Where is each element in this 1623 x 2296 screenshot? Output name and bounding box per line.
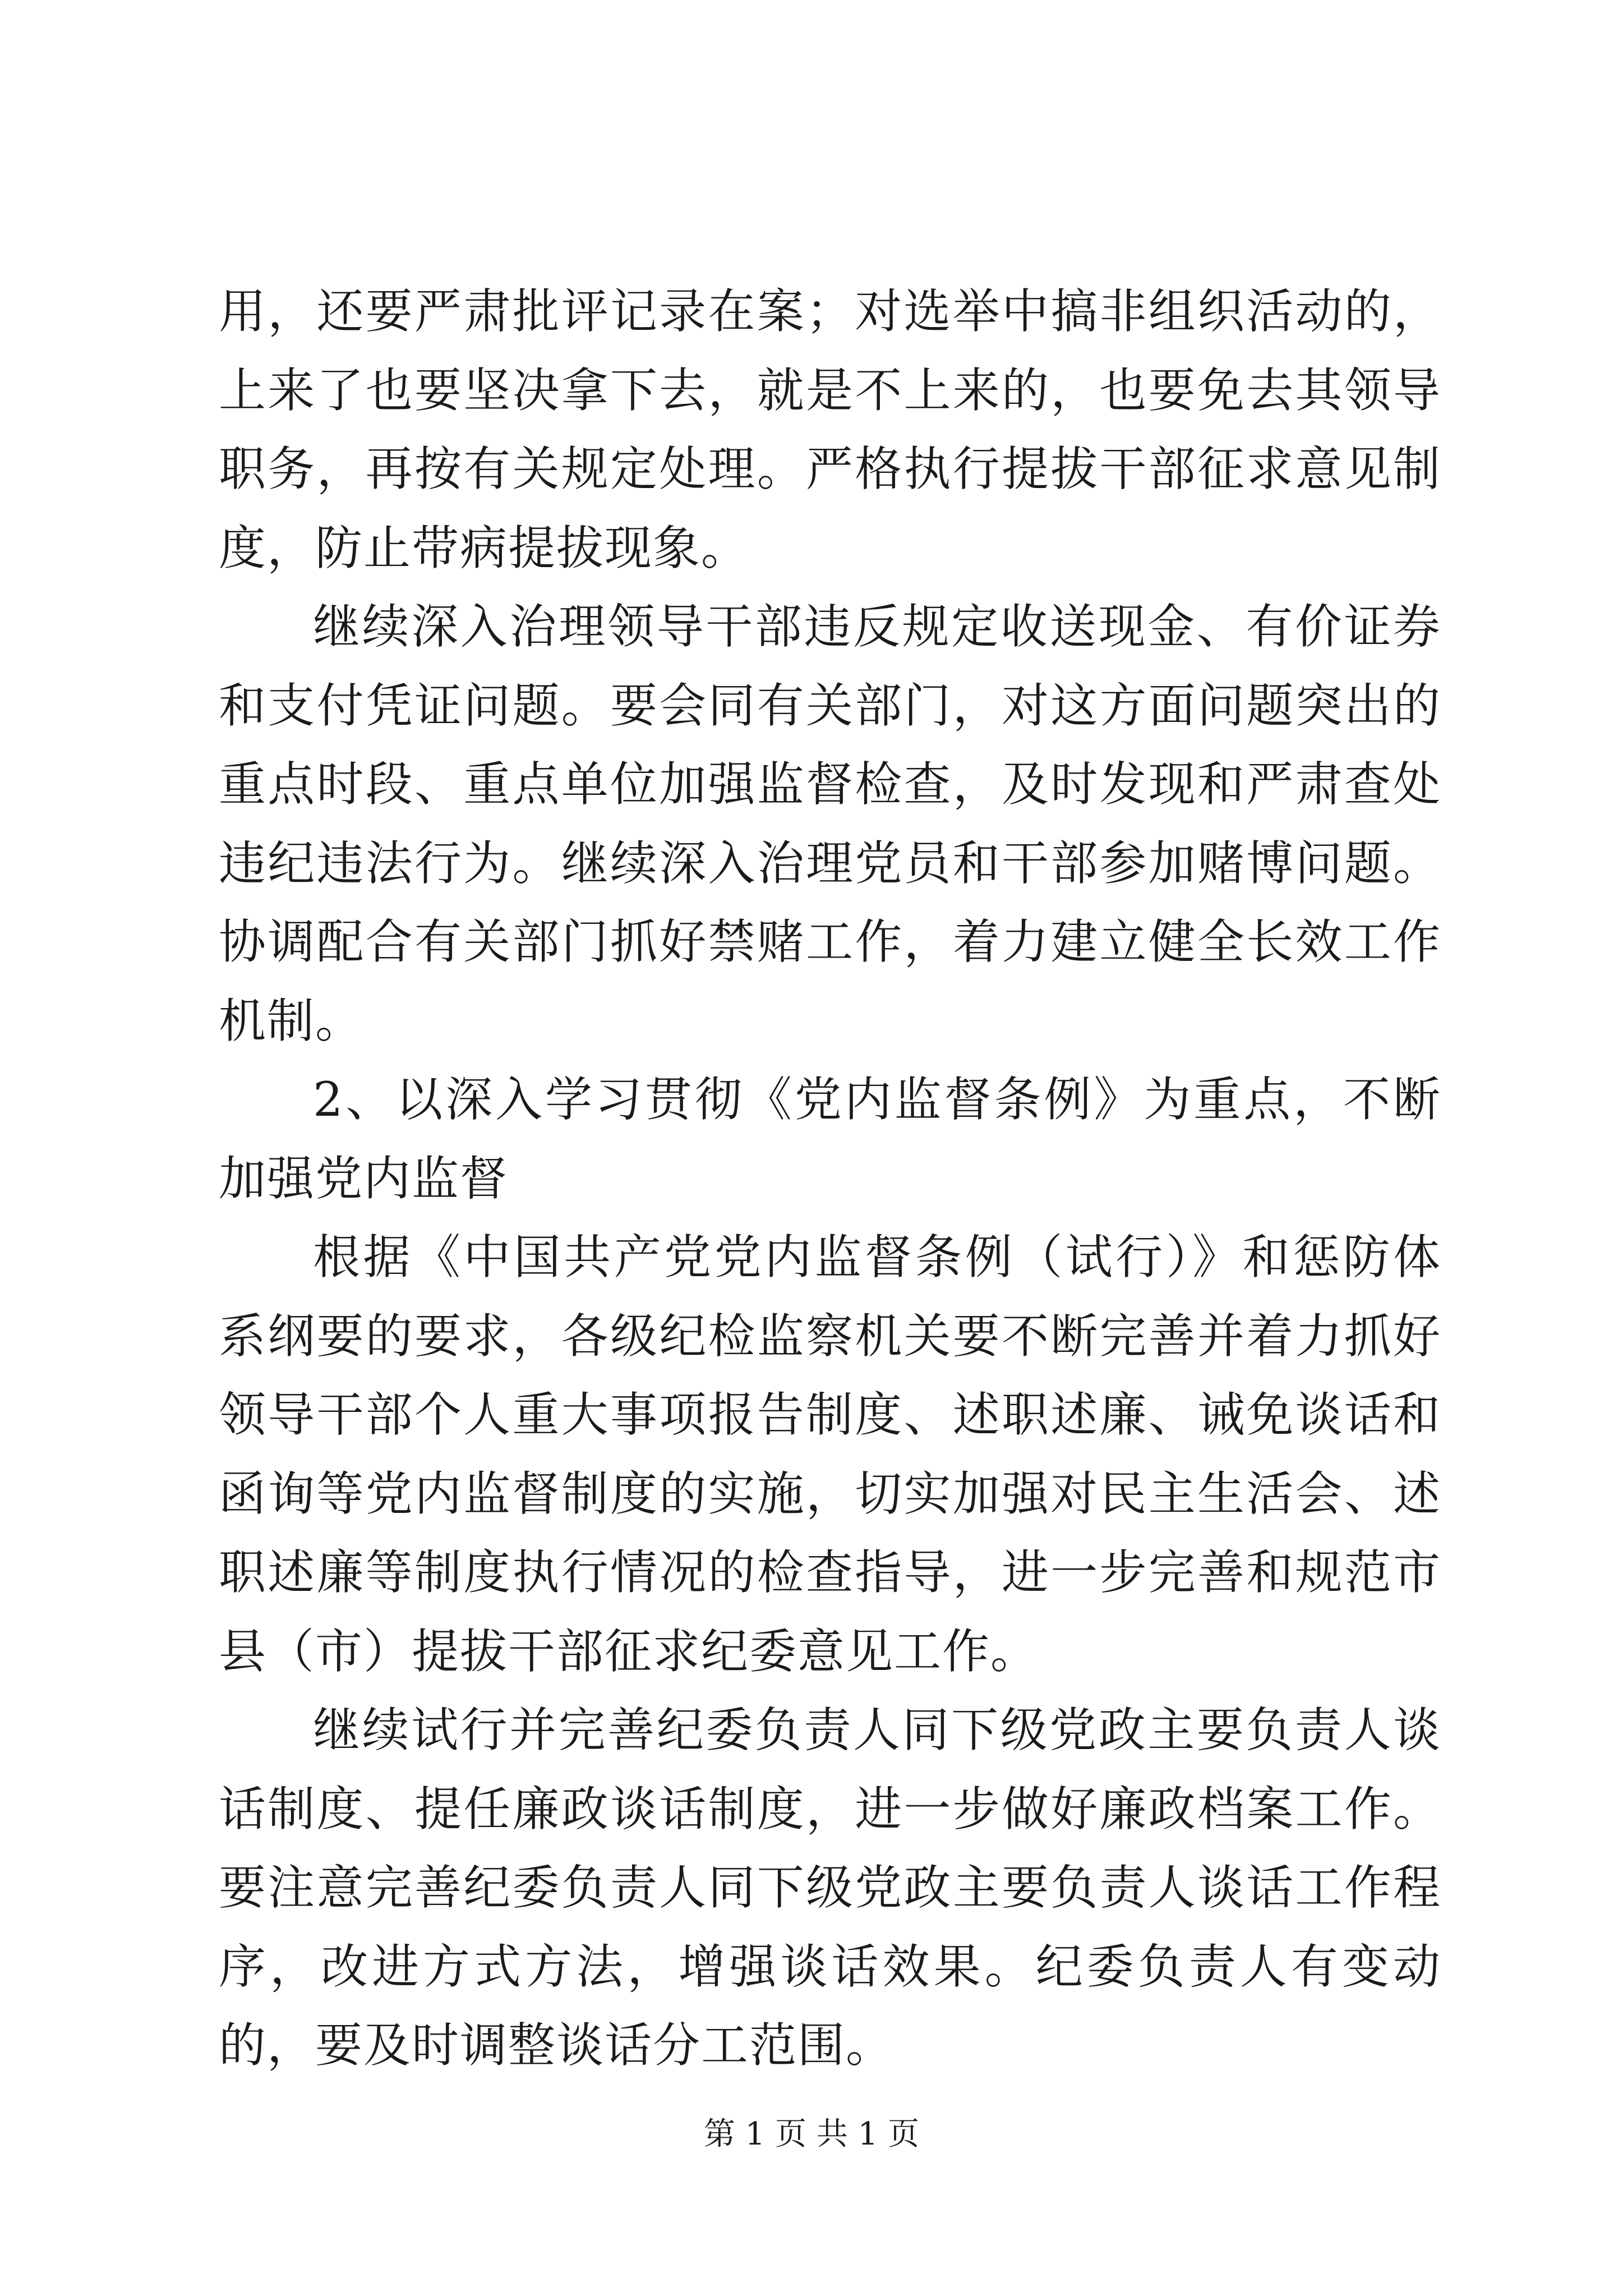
- page-footer: 第 1 页 共 1 页: [703, 2116, 920, 2152]
- paragraph-talk-system: 继续试行并完善纪委负责人同下级党政主要负责人谈话制度、提任廉政谈话制度，进一步做好廉政档案工作。要注意完善纪委负责人同下级党政主要负责人谈话工作程序，改进方式方法，增强谈话效果。纪委负责人有变动的，要及时调整谈话分工范围。: [219, 1703, 1441, 2073]
- paragraph-cash-securities: 继续深入治理领导干部违反规定收送现金、有价证券和支付凭证问题。要会同有关部门，对这方面问题突出的重点时段、重点单位加强监督检查，及时发现和严肃查处违纪违法行为。继续深入治理党员和干部参加赌博问题。协调配合有关部门抓好禁赌工作，着力建立健全长效工作机制。: [219, 599, 1441, 1048]
- document-body: [219, 272, 1441, 2085]
- paragraph-supervision-regulations: 根据《中国共产党党内监督条例（试行）》和惩防体系纲要的要求，各级纪检监察机关要不断完善并着力抓好领导干部个人重大事项报告制度、述职述廉、诫免谈话和函询等党内监督制度的实施，切实加强对民主生活会、述职述廉等制度执行情况的检查指导，进一步完善和规范市县（市）提拔干部征求纪委意见工作。: [219, 1230, 1441, 1679]
- section-heading-2: 2、以深入学习贯彻《党内监督条例》为重点，不断加强党内监督: [219, 1072, 1441, 1206]
- paragraph-continuation: 用，还要严肃批评记录在案；对选举中搞非组织活动的，上来了也要坚决拿下去，就是不上来的，也要免去其领导职务，再按有关规定处理。严格执行提拔干部征求意见制度，防止带病提拔现象。: [219, 284, 1441, 576]
